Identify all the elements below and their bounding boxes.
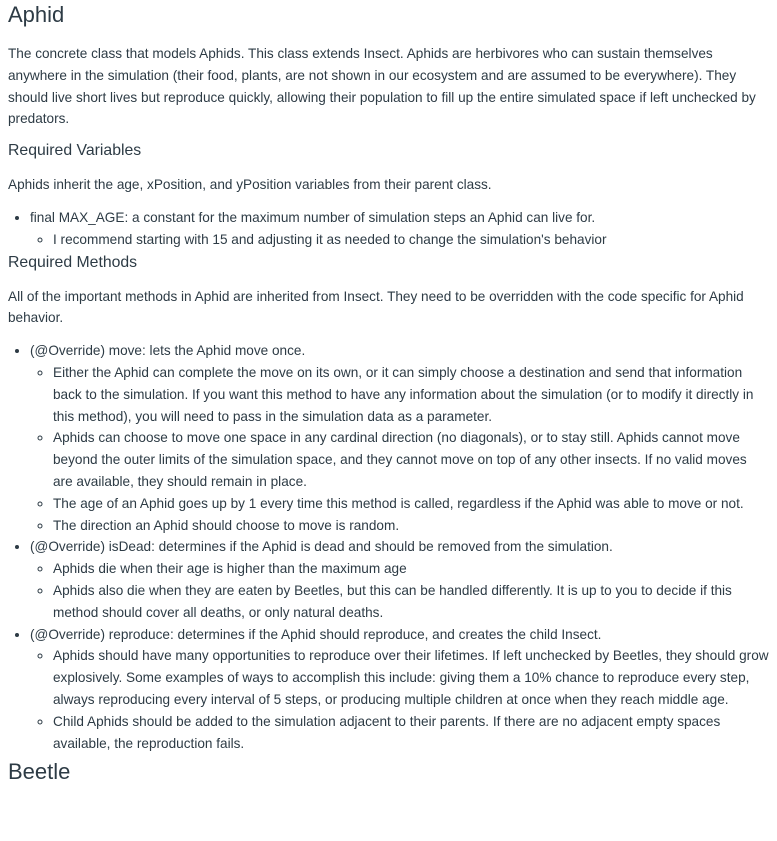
method-item-isdead (30, 536, 769, 623)
document-page (0, 1, 777, 786)
method-sublist (30, 645, 769, 754)
method-subitem: ◦ The age of an Aphid goes up by 1 every time this method is called, regardless if the Aphid was able to move or not. (53, 493, 769, 515)
variable-item (30, 207, 769, 251)
method-subitem: ◦ Aphids should have many opportunities to reproduce over their lifetimes. If left unchecked by Beetles, they should grow explosively. Some examples of ways to accomplish this include: giving them a 10% chance to reproduce every step, always reproducing every interval of 5 steps, or producing multiple children at once when they reach middle age. (53, 645, 769, 710)
variable-sublist (30, 229, 769, 251)
method-item-move (30, 340, 769, 536)
method-subitem: ◦ Aphids can choose to move one space in any cardinal direction (no diagonals), or to stay still. Aphids cannot move beyond the outer limits of the simulation space, and they cannot move on top of any other insects. If no valid moves are available, they should remain in place. (53, 427, 769, 492)
method-item-text: (@Override) move: lets the Aphid move once. (30, 343, 306, 359)
method-sublist (30, 362, 769, 536)
variable-subitem: ◦ I recommend starting with 15 and adjusting it as needed to change the simulation's behavior (53, 229, 769, 251)
method-item-text: (@Override) isDead: determines if the Aphid is dead and should be removed from the simulation. (30, 539, 613, 555)
method-subitem: ◦ Aphids die when their age is higher than the maximum age (53, 558, 769, 580)
method-subitem: ◦ Child Aphids should be added to the simulation adjacent to their parents. If there are no adjacent empty spaces available, the reproduction fails. (53, 711, 769, 755)
beetle-heading: Beetle (8, 759, 71, 785)
variables-intro: Aphids inherit the age, xPosition, and yPosition variables from their parent class. (8, 177, 492, 193)
aphid-heading: Aphid (8, 2, 65, 27)
required-variables-heading: Required Variables (8, 142, 142, 160)
methods-list (8, 340, 769, 754)
required-methods-heading: Required Methods (8, 253, 138, 271)
method-sublist (30, 558, 769, 623)
variables-list (8, 207, 769, 251)
method-subitem: ◦ Either the Aphid can complete the move on its own, or it can simply choose a destination and send that information back to the simulation. If you want this method to have any information about the simulation (or to modify it directly in this method), you will need to pass in the simulation data as a parameter. (53, 362, 769, 427)
aphid-intro: The concrete class that models Aphids. This class extends Insect. Aphids are herbivores who can sustain themselves anywhere in the simulation (their food, plants, are not shown in our ecosystem and are assumed to be everywhere). They should live short lives but reproduce quickly, allowing their population to fill up the entire simulated space if left unchecked by predators. (8, 46, 756, 127)
method-item-text: (@Override) reproduce: determines if the Aphid should reproduce, and creates the child Insect. (30, 626, 602, 642)
method-subitem: ◦ Aphids also die when they are eaten by Beetles, but this can be handled differently. It is up to you to decide if this method should cover all deaths, or only natural deaths. (53, 580, 769, 624)
method-subitem: ◦ The direction an Aphid should choose to move is random. (53, 515, 769, 537)
method-item-reproduce (30, 624, 769, 755)
variable-item-text: final MAX_AGE: a constant for the maximum number of simulation steps an Aphid can live for. (30, 209, 596, 225)
methods-intro: All of the important methods in Aphid are inherited from Insect. They need to be overridden with the code specific for Aphid behavior. (8, 288, 744, 326)
